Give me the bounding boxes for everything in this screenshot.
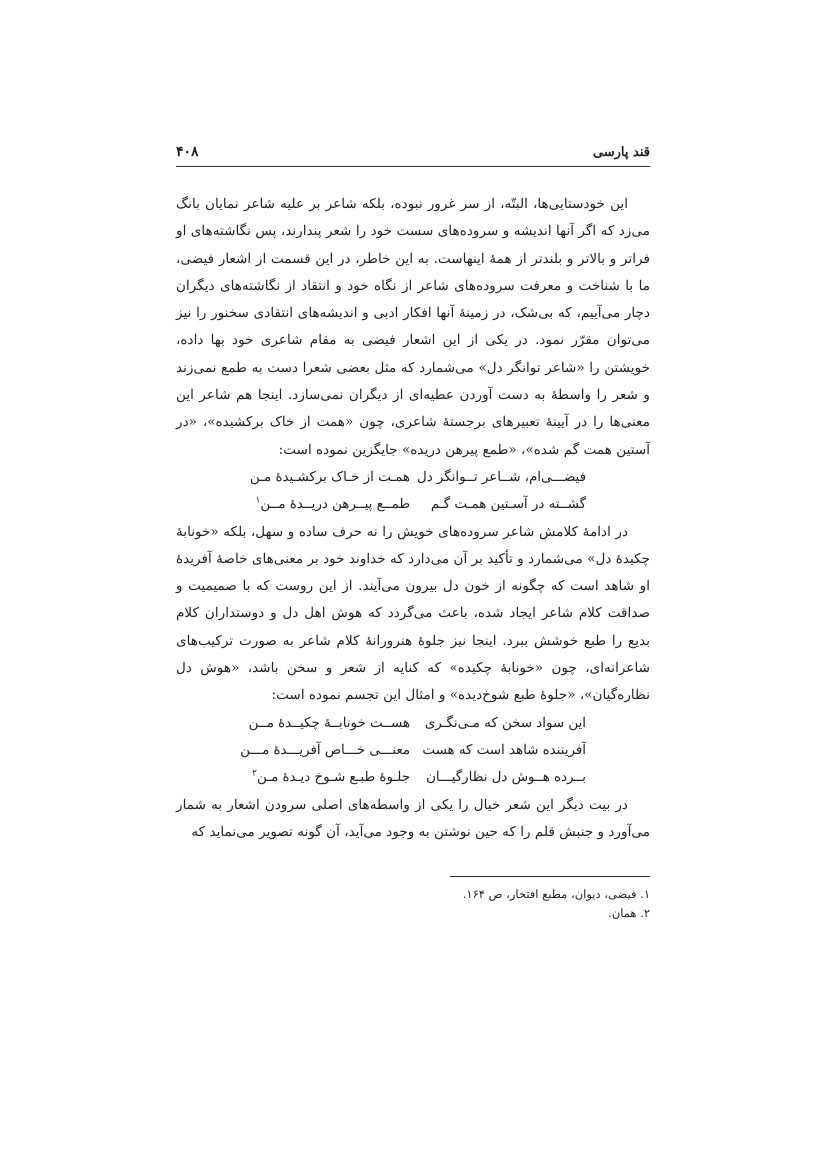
verse <box>176 737 650 764</box>
poem-block <box>176 464 650 519</box>
hemistich-left: طمــع پیــرهن دریــدهٔ مــن$^۱$ <box>255 495 410 513</box>
footnote: ۲. همان. <box>608 906 650 921</box>
hemistich-right: آفریننده شاهد است که هست <box>422 742 586 758</box>
paragraph: این خودستایی‌ها، البتّه، از سر غرور نبوده، بلکه شاعر بر علیه شاعر نمایان بانگ می‌زد که اگر آنها اندیشه و سروده‌های سست خود را شعر پندارند، پس نگاشته‌های او فراتر و بالاتر و بلندتر از همهٔ اینهاست. به این خاطر، در این قسمت از اشعار فیضی، ما با شناخت و معرفت سروده‌های شاعر از نگاه خود و انتقاد از نگاشته‌های دیگران دچار می‌آییم، که بی‌شک، در زمینهٔ آنها افکار ادبی و اندیشه‌های انتقادی سخنور را نیز می‌توان مقرّر نمود. در یکی از این اشعار فیضی به مقام شاعری خود بها داده، خویشتن را «شاعر توانگر دل» می‌شمارد که مثل بعضی شعرا دست به طمع نمی‌زند و شعر را واسطهٔ به دست آوردن عطیه‌ای از دیگران نمی‌سازد. اینجا هم شاعر این معنی‌ها را در آیینهٔ تعبیرهای برجستهٔ شاعری، چون «همت از خاک برکشیده»، «در آستین همت گم شده»، «طمع پیرهن دریده» جایگزین نموده است: <box>176 196 650 458</box>
verse <box>176 710 650 737</box>
hemistich-left: جلـوهٔ طبـع شـوخ دیـدهٔ مـن$^۲$ <box>252 768 410 786</box>
hemistich-left: همـت از خـاک برکشـیدهٔ مـن <box>249 469 410 485</box>
footnote-ref: ۲ <box>252 768 257 779</box>
paragraph: در ادامهٔ کلامش شاعر سروده‌های خویش را نه حرف ساده و سهل، بلکه «خونابهٔ چکیدهٔ دل» می‌شمارد و تأکید بر آن می‌دارد که خداوند خود بر معنی‌های خاصهٔ آفریدهٔ او شاهد است که چگونه از خون دل بیرون می‌آیند. از این روست که با صمیمیت و صداقت کلام شاعر ایجاد شده، باعث می‌گردد که هوش اهل دل و دوستداران کلام بدیع را طبع خوشش ببرد. اینجا نیز جلوهٔ هنرورانهٔ کلام شاعر به صورت ترکیب‌های شاعرانه‌ای، چون «خونابهٔ چکیده» که کنایه از شعر و سخن باشد، «هوش دل نظاره‌گیان»، «جلوهٔ طبع شوخ‌دیده» و امثال این تجسم نموده است: <box>176 523 650 704</box>
document-page <box>176 140 650 923</box>
verse <box>176 491 650 518</box>
verse <box>176 764 650 791</box>
hemistich-left: هســت خونابــهٔ چکیــدهٔ مــن <box>248 715 410 731</box>
hemistich-right: بــرده هــوش دل نظارگیـــان <box>426 770 586 786</box>
hemistich-right: گشــته در آسـتین همـت گـم <box>430 497 586 513</box>
verse <box>176 464 650 491</box>
running-title: قند پارسی <box>592 145 650 160</box>
footnote-ref: ۱ <box>255 495 261 506</box>
page-number: ۴۰۸ <box>176 144 199 160</box>
page-header <box>176 140 650 167</box>
footnote-divider <box>450 876 650 877</box>
footnote: ۱. فیضی، دیوان، مطبع افتخار، ص ۱۶۴. <box>462 887 650 902</box>
hemistich-left: معنـــی خـــاص آفریـــدهٔ مـــن <box>240 742 410 758</box>
hemistich-right: این سواد سخن که مـی‌نگـری <box>424 715 586 731</box>
poem-block <box>176 710 650 792</box>
hemistich-right: فیضـــی‌ام، شــاعر تــوانگر دل <box>416 469 586 485</box>
footnotes <box>176 885 650 923</box>
body-text <box>176 191 650 846</box>
paragraph: در بیت دیگر این شعر خیال را یکی از واسطه‌های اصلی سرودن اشعار به شمار می‌آورد و جنبش قلم را که حین نوشتن به وجود می‌آید، آن گونه تصویر می‌نماید که <box>176 796 650 840</box>
